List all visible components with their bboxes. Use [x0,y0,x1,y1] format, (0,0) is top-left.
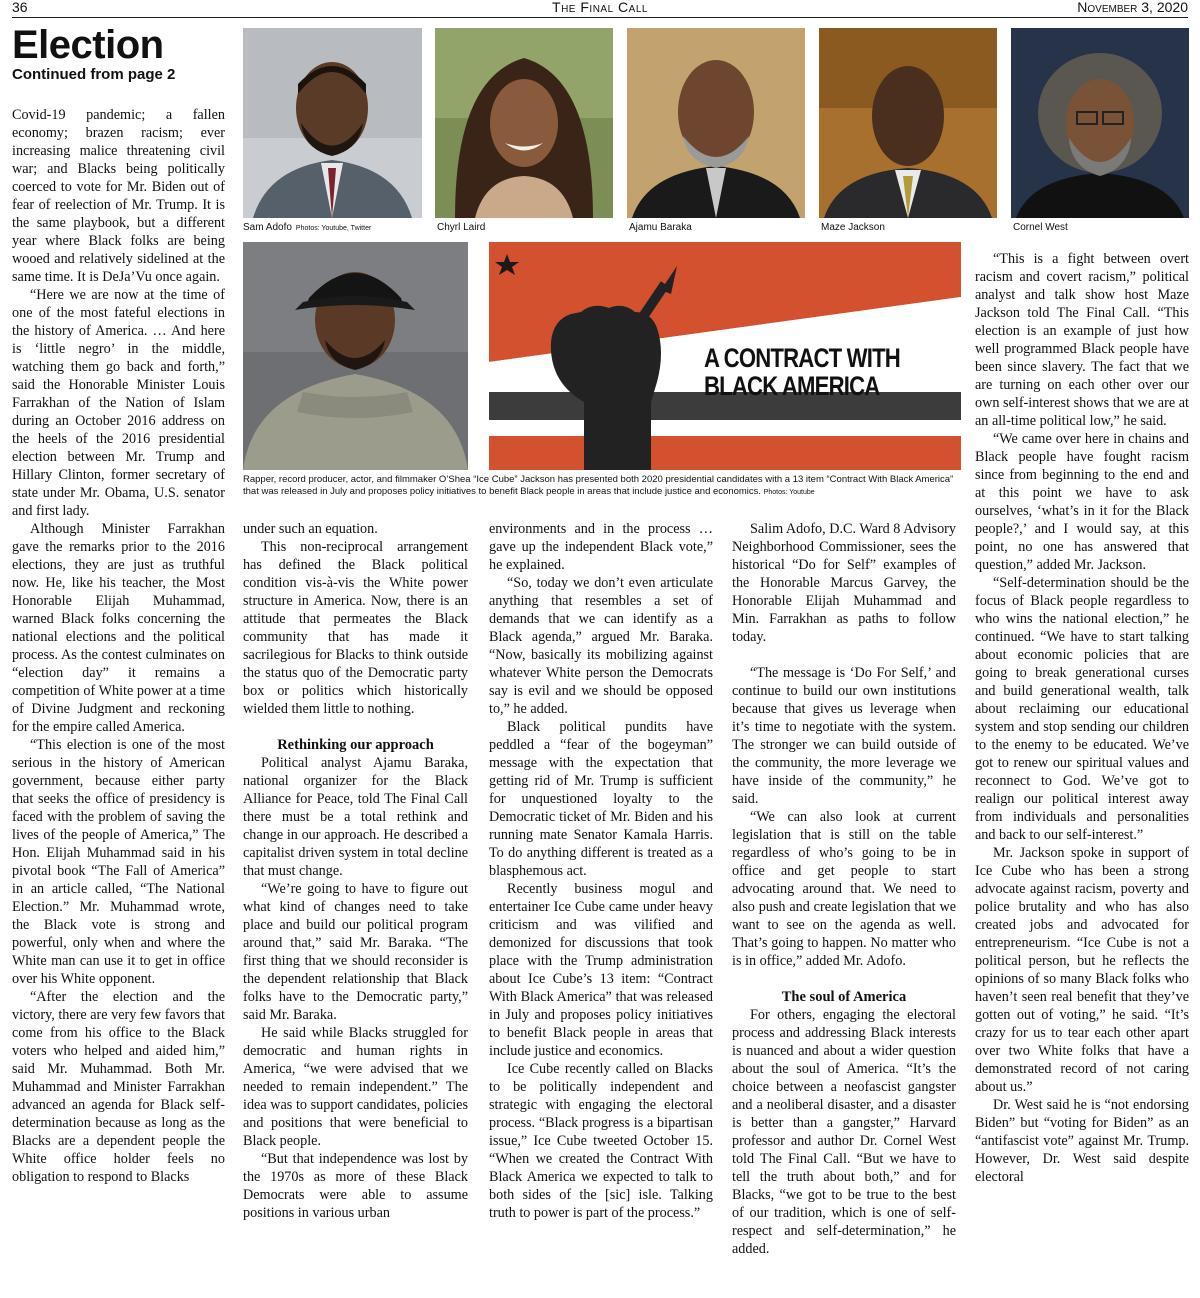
photo-sam-adofo [243,28,422,218]
issue-date: November 3, 2020 [1077,0,1188,15]
caption-maze-jackson: Maze Jackson [821,222,885,233]
paragraph: “So, today we don’t even articulate anything that resembles a set of demands that we can identify as a Black agenda,” argued Mr. Baraka. “Now, basically its mobilizing against whatever White person the Democrats say is evil and we should be opposed to,” he added. [489,575,713,717]
paragraph: This non-reciprocal arrangement has defined the Black political condition vis-à-vis the White power structure in America. Now, there is an attitude that permeates the Black community that has made it sacrilegious for Blacks to think outside the status quo of the Democratic party box or politics which historically wielded them little to nothing. [243,539,468,717]
contract-with-black-america-graphic [489,242,961,470]
paragraph: under such an equation. [243,521,378,537]
photo-chyrl-laird [435,28,613,218]
article-column-3 [489,520,713,1222]
paragraph: “We came over here in chains and Black people have fought racism since from beginning to the end and at this point we have to ask ourselves, ‘what’s in it for the Black people?,’ and I would say, at this point, no one has answered that question,” added Mr. Jackson. [975,431,1189,573]
subhead-rethinking: Rethinking our approach [277,737,434,753]
caption-cornel-west: Cornel West [1013,222,1068,233]
paragraph: “This election is one of the most serious in the history of American government, because either party that seeks the office of presidency is faced with the problem of saving the lives of the people of America,” The Hon. Elijah Muhammad said in his pivotal book “The Fall of America” in an article called, “The National Election.” Mr. Muhammad wrote, the Black vote is strong and powerful, only when and where the White man can use it to get in office over his White opponent. [12,737,225,987]
paragraph: Ice Cube recently called on Blacks to be politically independent and strategic with engaging the electoral process. “Black progress is a bipartisan issue,” Ice Cube tweeted October 15. “When we created the Contract With Black America we expected to talk to both sides of the [sic] isle. Talking truth to power is part of the process.” [489,1061,713,1221]
paragraph: “The message is ‘Do For Self,’ and continue to build our own institutions because that gives us leverage when it’s time to negotiate with the system. The stronger we can build outside of the community, the more leverage we have inside of the community,” he said. [732,665,956,807]
caption-ajamu-baraka: Ajamu Baraka [629,222,692,233]
article-column-2 [243,520,468,1222]
photo-maze-jackson [819,28,997,218]
paragraph: “But that independence was lost by the 1970s as more of these Black Democrats were able to assume positions in various urban [243,1151,468,1221]
article-column-4 [732,520,956,1258]
paragraph: environments and in the process … gave up the independent Black vote,” he explained. [489,521,713,573]
paragraph: Salim Adofo, D.C. Ward 8 Advisory Neighborhood Commissioner, sees the historical “Do for Self” examples of the Honorable Marcus Garvey, the Honorable Elijah Muhammad and Min. Farrakhan as paths to follow today. [732,521,956,645]
photo-cornel-west [1011,28,1189,218]
banner-title-line2: BLACK AMERICA [704,371,880,401]
banner-title-line1: A CONTRACT WITH [704,343,900,373]
main-caption-credit: Photos: Youtube [763,489,815,496]
paragraph: “After the election and the victory, there are very few favors that come from his office to the Black voters who helped and aided him,” said Mr. Muhammad. Both Mr. Muhammad and Minister Farrakhan advanced an agenda for Black self-determination because as long as the Blacks are a dependent people the White office holder feels no obligation to respond to Blacks [12,989,225,1185]
subhead-soul-of-america: The soul of America [781,989,907,1005]
caption-chyrl-laird: Chyrl Laird [437,222,486,233]
paragraph: For others, engaging the electoral process and addressing Black interests is nuanced and about a wider question about the soul of America. “It’s the choice between a neofascist gangster and a neoliberal disaster, and a disaster is better than a gangster,” Harvard professor and author Dr. Cornel West told The Final Call. “But we have to tell the truth about both,” and for Blacks, “we got to be true to the best of our tradition, which is one of self-respect and self-determination,” he added. [732,1007,956,1257]
paragraph: Mr. Jackson spoke in support of Ice Cube who has been a strong advocate against racism, poverty and police brutality and who has also created jobs and advocated for entrepreneurism. “Ice Cube is not a political person, but he reflects the opinions of so many Black folks who haven’t seen real benefit that they’ve gotten out of voting,” he said. “It’s crazy for us to tear each other apart over two White folks that have a demonstrated record of not caring about us.” [975,845,1189,1095]
paragraph: “We can also look at current legislation that is still on the table regardless of who’s going to be in office and get people to start advocating around that. We need to also push and create legislation that we want to see on the agenda as well. That’s going to happen. No matter who is in office,” added Mr. Adofo. [732,809,956,969]
page-number: 36 [12,0,28,15]
paragraph: “We’re going to have to figure out what kind of changes need to take place and build our political program around that,” said Mr. Baraka. “The first thing that we should reconsider is the dependent relationship that Black folks have to the Democratic party,” said Mr. Baraka. [243,881,468,1023]
continued-note: Continued from page 2 [12,66,176,83]
paragraph: Covid-19 pandemic; a fallen economy; brazen racism; ever increasing malice threatening civil war; and Blacks being politically coerced to vote for Mr. Biden out of fear of reelection of Mr. Trump. It is the same playbook, but a different year where Black folks are being wooed and relatively sidelined at the same time. It is DeJa’Vu once again. [12,107,225,285]
photo-ajamu-baraka [627,28,805,218]
main-photo-caption [243,474,961,499]
article-column-1 [12,106,225,1186]
publication-name: The Final Call [552,0,648,15]
photo-ice-cube [243,242,468,470]
headline: Election [12,23,164,67]
paragraph: “Self-determination should be the focus of Black people regardless to who wins the national election,” he continued. “We have to start talking about economic policies that are going to break generational curses and build generational wealth, talk about reclaiming our educational system and stop sending our children to the enemy to be educated. We’ve got to renew our spiritual values and reconnect to God. We’ve got to realign our political interest away from individuals and personalities and back to our self-interest.” [975,575,1189,843]
article-column-5 [975,250,1189,1186]
paragraph: Black political pundits have peddled a “fear of the bogeyman” message with the expectation that getting rid of Mr. Trump is sufficient for unquestioned loyalty to the Democratic ticket of Mr. Biden and his running mate Senator Kamala Harris. To do anything different is treated as a blasphemous act. [489,719,713,879]
paragraph: Dr. West said he is “not endorsing Biden” but “voting for Biden” as an “antifascist vote” against Mr. Trump. However, Dr. West said despite electoral [975,1097,1189,1185]
paragraph: Although Minister Farrakhan gave the remarks prior to the 2016 elections, they are just as truthful now. He, like his teacher, the Most Honorable Elijah Muhammad, warned Black folks concerning the national elections and the political process. As the contest culminates on “election day” it remains a competition of White power at a time of Divine Judgment and reckoning for the empire called America. [12,521,225,735]
paragraph: “Here we are now at the time of one of the most fateful elections in the history of America. … And here is ‘little negro’ in the middle, watching them go back and forth,” said the Honorable Minister Louis Farrakhan of the Nation of Islam during an October 2016 address on the heels of the 2016 presidential election between Mr. Trump and Hillary Clinton, former secretary of state under Mr. Obama, U.S. senator and first lady. [12,287,225,519]
caption-sam-adofo: Sam Adofo Photos: Youtube, Twitter [243,222,372,233]
paragraph: Recently business mogul and entertainer Ice Cube came under heavy criticism and was vilified and demonized for discussions that took place with the Trump administration about Ice Cube’s 13 item: “Contract With Black America” that was released in July and proposes policy initiatives to benefit Black people in areas that include justice and economics. [489,881,713,1059]
page-header [12,0,1188,18]
paragraph: “This is a fight between overt racism and covert racism,” political analyst and talk show host Maze Jackson told The Final Call. “This election is an example of just how well programmed Black people have been since slavery. The fact that we are turning on each other over our own self-interest shows that we are at an all-time political low,” he said. [975,251,1189,429]
banner-title [704,344,900,400]
paragraph: Political analyst Ajamu Baraka, national organizer for the Black Alliance for Peace, told The Final Call there must be a total rethink and change in our approach. He described a capitalist driven system in total decline that must change. [243,755,468,879]
paragraph: He said while Blacks struggled for democratic and human rights in America, “we were advised that we needed to remain independent.” The idea was to support candidates, policies and positions that were beneficial to Black people. [243,1025,468,1149]
main-caption-text: Rapper, record producer, actor, and filmmaker O’Shea “Ice Cube” Jackson has presented both 2020 presidential candidates with a 13 item “Contract With Black America” that was released in July and proposes policy initiatives to benefit Black people in areas that include justice and economics. [243,474,954,497]
